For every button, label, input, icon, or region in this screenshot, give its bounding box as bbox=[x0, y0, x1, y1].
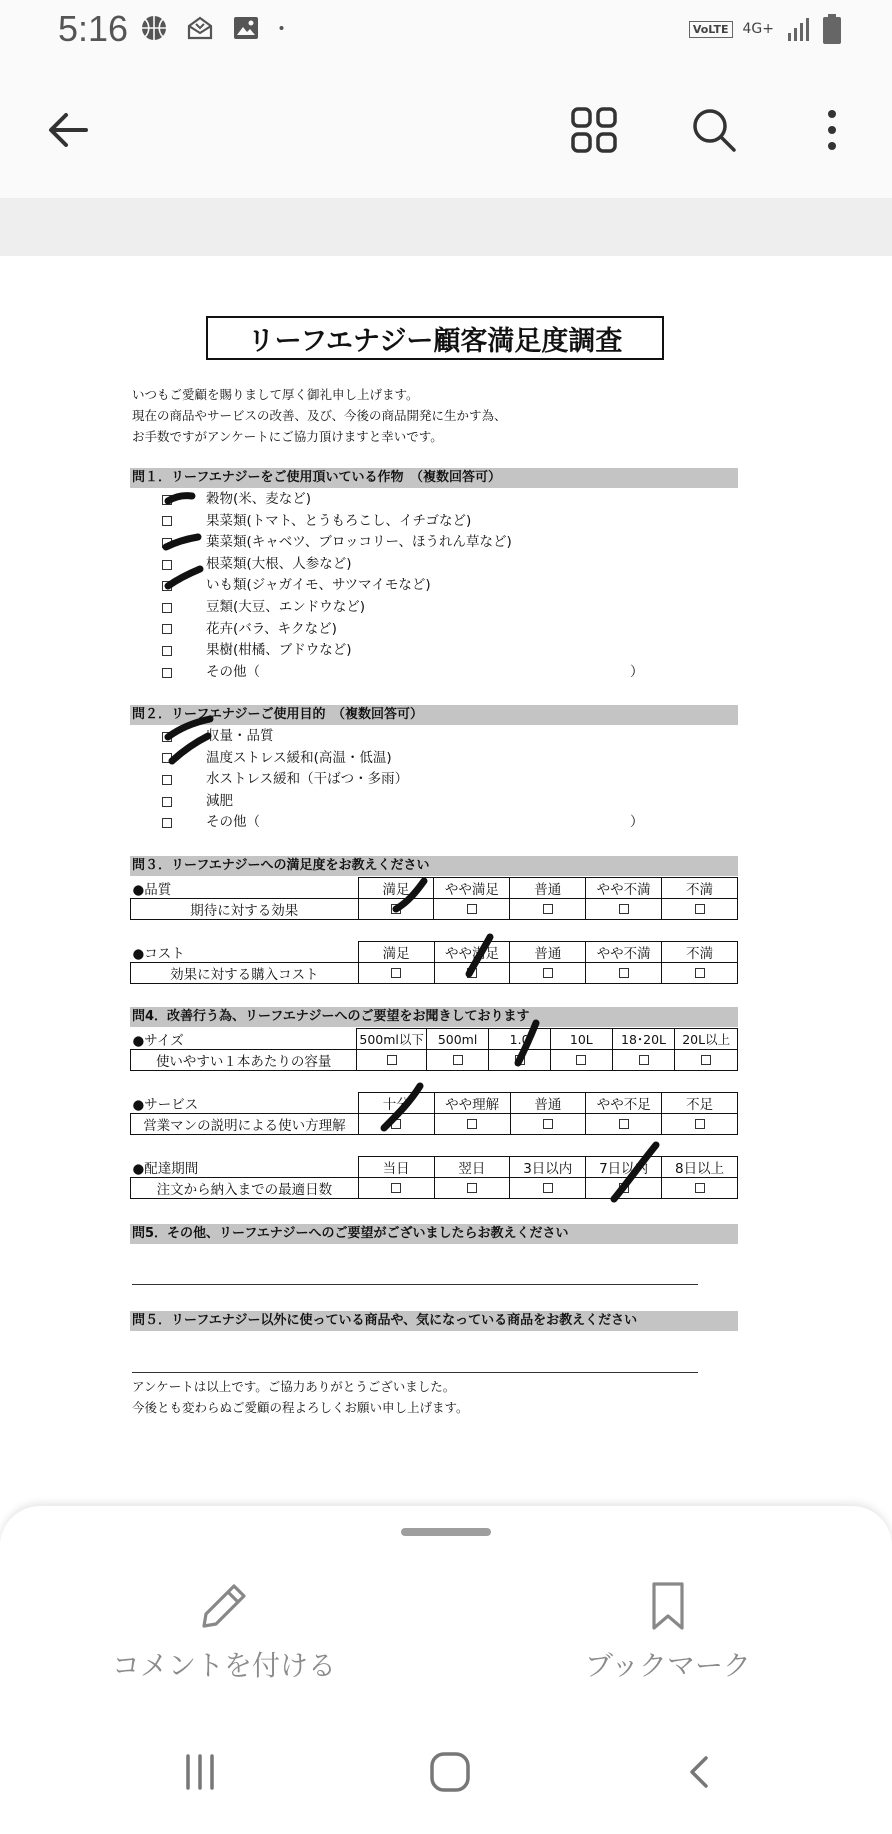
more-vertical-icon bbox=[822, 106, 842, 154]
checkbox[interactable] bbox=[162, 538, 172, 548]
checkbox[interactable] bbox=[543, 904, 553, 914]
q3-heading: 問３．リーフエナジーへの満足度をお教えください bbox=[130, 856, 738, 876]
q1-option[interactable]: 豆類(大豆、エンドウなど) bbox=[162, 597, 702, 619]
scale-label: 普通 bbox=[510, 942, 586, 963]
rating-cell[interactable] bbox=[358, 899, 434, 920]
rating-cell[interactable] bbox=[489, 1050, 551, 1071]
system-nav-bar bbox=[0, 1706, 892, 1834]
scale-label: 不満 bbox=[662, 878, 738, 899]
scale-label: 普通 bbox=[510, 878, 586, 899]
q2-options bbox=[162, 726, 702, 834]
q1-option[interactable]: 果菜類(トマト、とうもろこし、イチゴなど) bbox=[162, 511, 702, 533]
checkbox[interactable] bbox=[162, 775, 172, 785]
back-arrow-icon bbox=[44, 106, 92, 154]
scale-label: 7日以内 bbox=[586, 1157, 662, 1178]
scale-label: 十分 bbox=[358, 1093, 434, 1114]
checkbox[interactable] bbox=[162, 603, 172, 613]
q4-service-table bbox=[130, 1092, 738, 1135]
q3-quality-table bbox=[130, 877, 738, 920]
bookmark-button[interactable] bbox=[548, 1578, 788, 1688]
rating-cell[interactable] bbox=[662, 1114, 738, 1135]
rating-cell[interactable] bbox=[434, 1178, 510, 1199]
checkbox[interactable] bbox=[162, 797, 172, 807]
rating-cell[interactable] bbox=[586, 963, 662, 984]
rating-cell[interactable] bbox=[550, 1050, 612, 1071]
checkbox[interactable] bbox=[162, 646, 172, 656]
bookmark-label: ブックマーク bbox=[584, 1649, 752, 1682]
rating-cell[interactable] bbox=[358, 963, 434, 984]
more-options-button[interactable] bbox=[804, 102, 860, 158]
checkbox[interactable] bbox=[639, 1055, 649, 1065]
checkbox[interactable] bbox=[467, 1183, 477, 1193]
scale-label: 満足 bbox=[358, 878, 434, 899]
volte-badge: VoLTE bbox=[689, 21, 733, 38]
checkbox[interactable] bbox=[695, 1183, 705, 1193]
document-page[interactable] bbox=[0, 256, 892, 1506]
rating-cell[interactable] bbox=[434, 899, 510, 920]
intro-line: お手数ですがアンケートにご協力頂けますと幸いです。 bbox=[132, 429, 443, 444]
q1-options bbox=[162, 489, 702, 683]
outro-text bbox=[132, 1376, 469, 1418]
scale-label: やや満足 bbox=[434, 878, 510, 899]
mail-icon bbox=[186, 14, 214, 42]
rating-cell[interactable] bbox=[358, 1178, 434, 1199]
q5b-heading: 問５．リーフエナジー以外に使っている商品や、気になっている商品をお教えください bbox=[130, 1311, 738, 1331]
rating-cell[interactable] bbox=[426, 1050, 488, 1071]
rating-cell[interactable] bbox=[586, 1178, 662, 1199]
q2-option[interactable]: 温度ストレス緩和(高温・低温) bbox=[162, 748, 702, 770]
checkbox[interactable] bbox=[467, 904, 477, 914]
checkbox[interactable] bbox=[467, 1119, 477, 1129]
checkbox[interactable] bbox=[695, 904, 705, 914]
rating-cell[interactable] bbox=[357, 1050, 427, 1071]
checkbox[interactable] bbox=[387, 1055, 397, 1065]
status-bar bbox=[0, 0, 892, 62]
outro-line: アンケートは以上です。ご協力ありがとうございました。 bbox=[132, 1379, 456, 1394]
nav-back-icon bbox=[680, 1752, 720, 1792]
q4-delivery-category: ●配達期間 bbox=[132, 1160, 199, 1177]
q4-size-item: 使いやすい１本あたりの容量 bbox=[131, 1050, 357, 1071]
rating-cell[interactable] bbox=[510, 899, 586, 920]
answer-line[interactable] bbox=[132, 1284, 698, 1285]
system-status bbox=[689, 14, 842, 44]
q3-cost-category: ●コスト bbox=[132, 945, 185, 962]
checkbox[interactable] bbox=[162, 516, 172, 526]
scale-label: やや不満 bbox=[586, 878, 662, 899]
checkbox[interactable] bbox=[162, 495, 172, 505]
scale-label: 18･20L bbox=[612, 1029, 675, 1050]
home-icon bbox=[428, 1750, 472, 1794]
status-time: 5:16 bbox=[58, 8, 129, 49]
scale-label: 3日以内 bbox=[510, 1157, 586, 1178]
checkbox[interactable] bbox=[162, 732, 172, 742]
q1-option[interactable]: いも類(ジャガイモ、サツマイモなど) bbox=[162, 575, 702, 597]
checkbox[interactable] bbox=[453, 1055, 463, 1065]
home-button[interactable] bbox=[420, 1742, 480, 1802]
checkbox[interactable] bbox=[162, 818, 172, 828]
intro-text bbox=[132, 384, 507, 447]
rating-cell[interactable] bbox=[662, 1178, 738, 1199]
rating-cell[interactable] bbox=[434, 1114, 510, 1135]
search-icon bbox=[689, 105, 739, 155]
scale-label: やや不満 bbox=[586, 942, 662, 963]
divider-band bbox=[0, 198, 892, 256]
image-icon bbox=[232, 14, 260, 42]
signal-icon bbox=[784, 15, 812, 43]
survey-title: リーフエナジー顧客満足度調査 bbox=[206, 316, 664, 360]
q4-heading: 問4．改善行う為、リーフエナジーへのご要望をお聞きしております bbox=[130, 1007, 738, 1027]
scale-label: 当日 bbox=[358, 1157, 434, 1178]
q3-quality-item: 期待に対する効果 bbox=[131, 899, 359, 920]
checkbox[interactable] bbox=[695, 1119, 705, 1129]
q4-size-category: ●サイズ bbox=[132, 1032, 184, 1049]
rating-cell[interactable] bbox=[358, 1114, 434, 1135]
scale-label: やや不足 bbox=[586, 1093, 662, 1114]
recent-apps-button[interactable] bbox=[170, 1742, 230, 1802]
checkbox[interactable] bbox=[391, 1119, 401, 1129]
rating-cell[interactable] bbox=[612, 1050, 675, 1071]
q2-option[interactable]: 水ストレス緩和（干ばつ・多雨） bbox=[162, 769, 702, 791]
scale-label: 普通 bbox=[510, 1093, 586, 1114]
q2-option-other[interactable]: その他（ ） bbox=[162, 812, 702, 834]
rating-cell[interactable] bbox=[675, 1050, 738, 1071]
rating-cell[interactable] bbox=[510, 1178, 586, 1199]
rating-cell[interactable] bbox=[586, 899, 662, 920]
scale-label: 20L以上 bbox=[675, 1029, 738, 1050]
q3-quality-category: ●品質 bbox=[132, 881, 172, 898]
checkbox[interactable] bbox=[695, 968, 705, 978]
pencil-icon bbox=[196, 1578, 252, 1634]
recent-apps-icon bbox=[180, 1752, 220, 1792]
q4-size-table bbox=[130, 1028, 738, 1071]
scale-label: 500ml bbox=[426, 1029, 488, 1050]
q1-option[interactable]: 穀物(米、麦など) bbox=[162, 489, 702, 511]
q1-option[interactable]: 葉菜類(キャベツ、ブロッコリー、ほうれん草など) bbox=[162, 532, 702, 554]
scale-label: やや理解 bbox=[434, 1093, 510, 1114]
answer-line[interactable] bbox=[132, 1372, 698, 1373]
scale-label: 不満 bbox=[662, 942, 738, 963]
intro-line: 現在の商品やサービスの改善、及び、今後の商品開発に生かす為、 bbox=[132, 408, 507, 423]
q4-service-category: ●サービス bbox=[132, 1096, 199, 1113]
checkbox[interactable] bbox=[391, 1183, 401, 1193]
q1-heading: 問１．リーフエナジーをご使用頂いている作物 （複数回答可） bbox=[130, 468, 738, 488]
search-button[interactable] bbox=[686, 102, 742, 158]
q5a-heading: 問5．その他、リーフエナジーへのご要望がございましたらお教えください bbox=[130, 1224, 738, 1244]
checkbox[interactable] bbox=[619, 904, 629, 914]
rating-cell[interactable] bbox=[510, 1114, 586, 1135]
checkbox[interactable] bbox=[543, 1119, 553, 1129]
checkbox[interactable] bbox=[543, 1183, 553, 1193]
checkbox[interactable] bbox=[515, 1055, 525, 1065]
scale-label: 1.0 bbox=[489, 1029, 551, 1050]
checkbox[interactable] bbox=[543, 968, 553, 978]
checkbox[interactable] bbox=[162, 560, 172, 570]
q1-option-other[interactable]: その他（ ） bbox=[162, 662, 702, 684]
checkbox[interactable] bbox=[467, 968, 477, 978]
q4-service-item: 営業マンの説明による使い方理解 bbox=[131, 1114, 359, 1135]
scale-label: 満足 bbox=[358, 942, 434, 963]
scale-label: 不足 bbox=[662, 1093, 738, 1114]
q3-cost-item: 効果に対する購入コスト bbox=[131, 963, 359, 984]
rating-cell[interactable] bbox=[434, 963, 510, 984]
checkbox[interactable] bbox=[162, 624, 172, 634]
rating-cell[interactable] bbox=[510, 963, 586, 984]
checkbox[interactable] bbox=[162, 753, 172, 763]
q2-heading: 問２．リーフエナジーご使用目的 （複数回答可） bbox=[130, 705, 738, 725]
network-type: 4G+ bbox=[742, 21, 774, 37]
bottom-sheet bbox=[0, 1506, 892, 1706]
battery-icon bbox=[822, 14, 842, 44]
dot-icon bbox=[278, 14, 292, 42]
q2-option[interactable]: 減肥 bbox=[162, 791, 702, 813]
checkbox[interactable] bbox=[701, 1055, 711, 1065]
checkbox[interactable] bbox=[391, 968, 401, 978]
checkbox[interactable] bbox=[576, 1055, 586, 1065]
basketball-icon bbox=[140, 14, 168, 42]
rating-cell[interactable] bbox=[586, 1114, 662, 1135]
q1-option[interactable]: 花卉(バラ、キクなど) bbox=[162, 619, 702, 641]
scale-label: 翌日 bbox=[434, 1157, 510, 1178]
comment-label: コメントを付ける bbox=[111, 1649, 336, 1682]
checkbox[interactable] bbox=[619, 1183, 629, 1193]
intro-line: いつもご愛顧を賜りまして厚く御礼申し上げます。 bbox=[132, 387, 419, 402]
scale-label: 10L bbox=[550, 1029, 612, 1050]
q4-delivery-item: 注文から納入までの最適日数 bbox=[131, 1178, 359, 1199]
app-bar bbox=[0, 62, 892, 198]
grid-view-icon bbox=[569, 105, 619, 155]
checkbox[interactable] bbox=[162, 668, 172, 678]
outro-line: 今後とも変わらぬご愛顧の程よろしくお願い申し上げます。 bbox=[132, 1400, 469, 1415]
checkbox[interactable] bbox=[619, 1119, 629, 1129]
sheet-drag-handle[interactable] bbox=[401, 1528, 491, 1536]
grid-view-button[interactable] bbox=[566, 102, 622, 158]
notification-icons bbox=[140, 14, 292, 42]
scale-label: 500ml以下 bbox=[357, 1029, 427, 1050]
q2-option[interactable]: 収量・品質 bbox=[162, 726, 702, 748]
q4-delivery-table bbox=[130, 1156, 738, 1199]
checkbox[interactable] bbox=[162, 581, 172, 591]
rating-cell[interactable] bbox=[662, 963, 738, 984]
q1-option[interactable]: 果樹(柑橘、ブドウなど) bbox=[162, 640, 702, 662]
checkbox[interactable] bbox=[619, 968, 629, 978]
q3-cost-table bbox=[130, 941, 738, 984]
nav-back-button[interactable] bbox=[670, 1742, 730, 1802]
comment-button[interactable] bbox=[104, 1578, 344, 1688]
scale-label: やや満足 bbox=[434, 942, 510, 963]
scale-label: 8日以上 bbox=[662, 1157, 738, 1178]
rating-cell[interactable] bbox=[662, 899, 738, 920]
checkbox[interactable] bbox=[391, 904, 401, 914]
back-button[interactable] bbox=[40, 102, 96, 158]
q1-option[interactable]: 根菜類(大根、人参など) bbox=[162, 554, 702, 576]
bookmark-icon bbox=[640, 1578, 696, 1634]
